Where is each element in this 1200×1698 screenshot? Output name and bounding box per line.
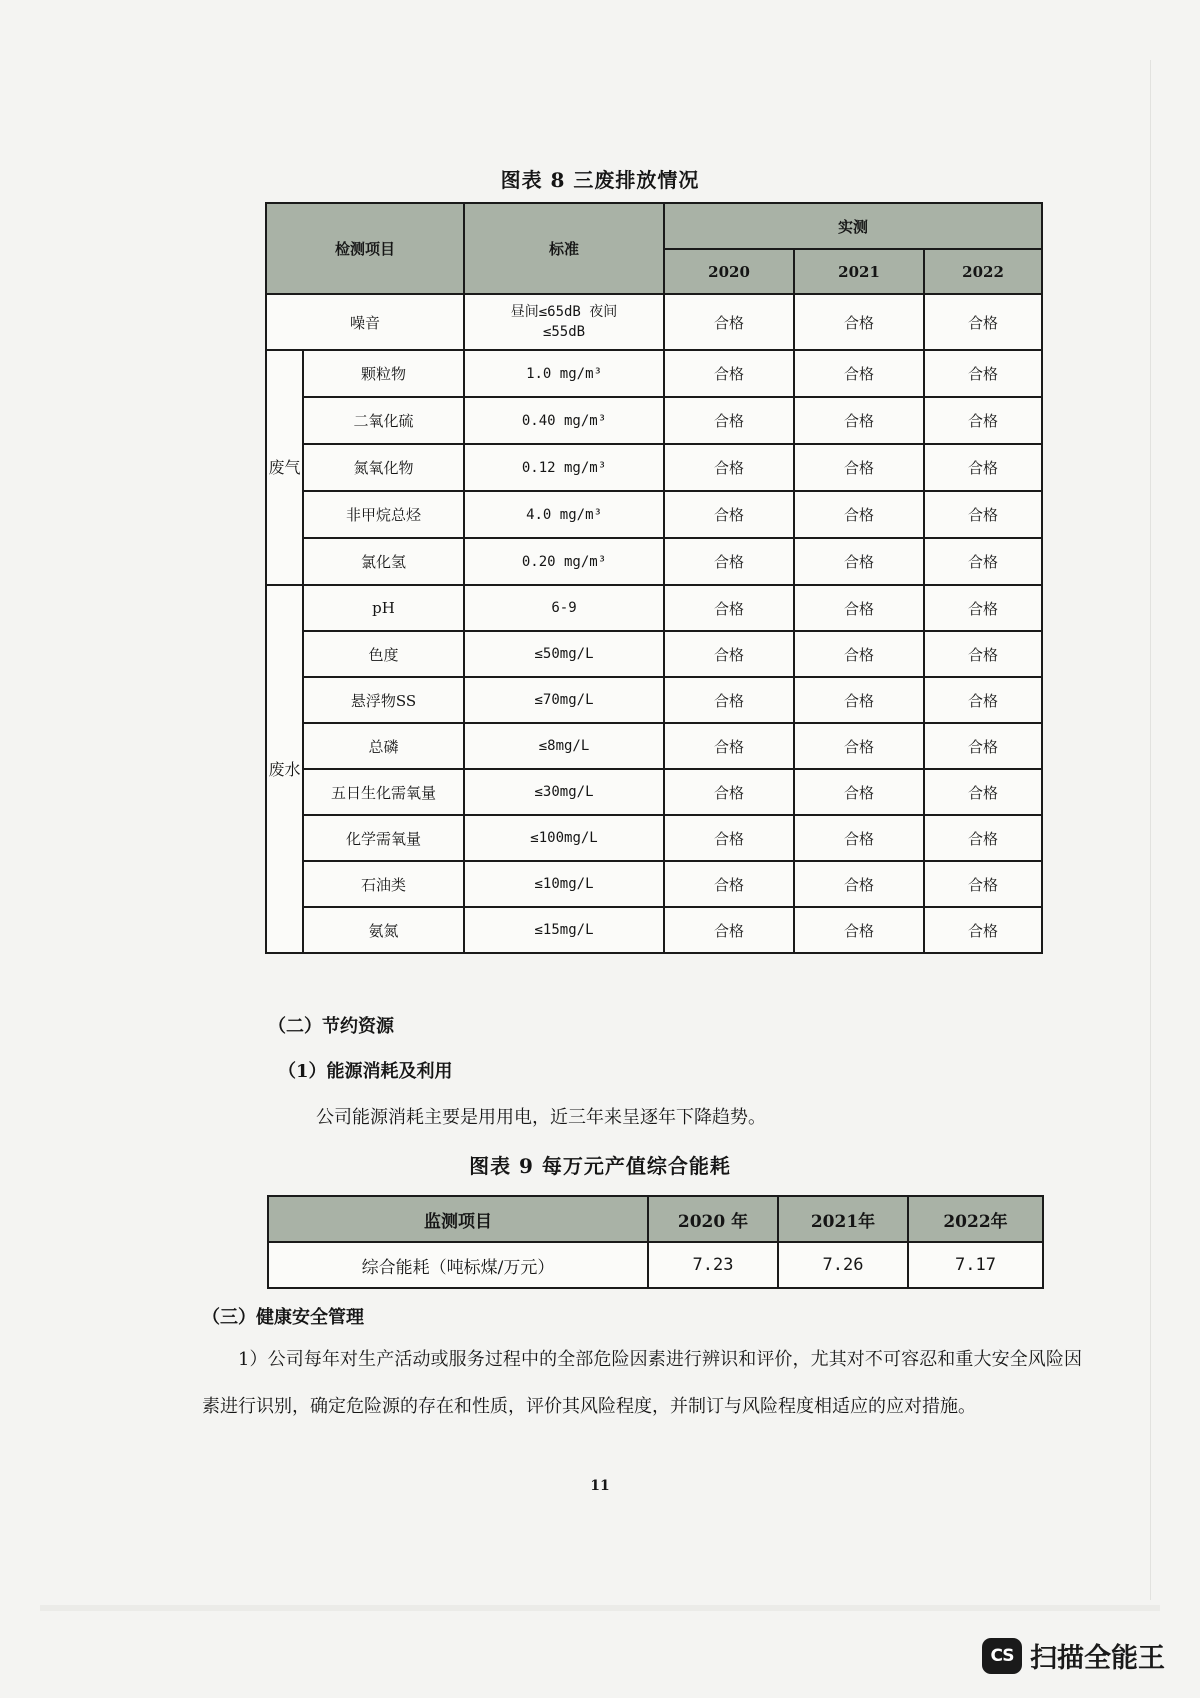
row-name: 悬浮物SS — [303, 677, 464, 723]
watermark-text: 扫描全能王 — [1030, 1643, 1165, 1674]
row-result: 合格 — [924, 861, 1042, 907]
row-name: 噪音 — [266, 294, 464, 350]
group-label-waste-gas: 废气 — [266, 350, 303, 585]
table-row — [266, 538, 1042, 585]
row-standard: 4.0 mg/m³ — [464, 491, 664, 538]
header-year-2021: 2021 — [794, 249, 924, 294]
row-result: 合格 — [794, 444, 924, 491]
row-value: 7.17 — [908, 1242, 1043, 1288]
header-year-2021: 2021年 — [778, 1196, 908, 1242]
row-name: 石油类 — [303, 861, 464, 907]
row-standard: 0.12 mg/m³ — [464, 444, 664, 491]
table-row — [266, 585, 1042, 631]
row-name: 非甲烷总烃 — [303, 491, 464, 538]
table-row — [266, 444, 1042, 491]
row-result: 合格 — [794, 907, 924, 953]
row-result: 合格 — [664, 444, 794, 491]
row-result: 合格 — [664, 538, 794, 585]
row-standard: ≤30mg/L — [464, 769, 664, 815]
header-year-2022: 2022年 — [908, 1196, 1043, 1242]
row-standard: ≤10mg/L — [464, 861, 664, 907]
row-result: 合格 — [794, 294, 924, 350]
table8-caption: 图表 8 三废排放情况 — [500, 168, 700, 192]
row-name: 颗粒物 — [303, 350, 464, 397]
row-result: 合格 — [924, 677, 1042, 723]
row-result: 合格 — [664, 677, 794, 723]
row-standard: 6-9 — [464, 585, 664, 631]
row-standard: 0.20 mg/m³ — [464, 538, 664, 585]
header-item: 检测项目 — [266, 203, 464, 294]
row-name: pH — [303, 585, 464, 631]
row-result: 合格 — [664, 907, 794, 953]
table-row — [266, 397, 1042, 444]
row-value: 7.23 — [648, 1242, 778, 1288]
row-result: 合格 — [924, 769, 1042, 815]
table-row — [266, 723, 1042, 769]
camscanner-logo-icon: CS — [982, 1638, 1022, 1674]
row-result: 合格 — [794, 677, 924, 723]
row-result: 合格 — [924, 631, 1042, 677]
row-standard: ≤70mg/L — [464, 677, 664, 723]
row-result: 合格 — [924, 397, 1042, 444]
energy-consumption-table — [267, 1195, 1044, 1289]
row-name: 综合能耗（吨标煤/万元） — [268, 1242, 648, 1288]
row-result: 合格 — [794, 723, 924, 769]
subsection-heading-energy: （1）能源消耗及利用 — [278, 1061, 453, 1082]
row-result: 合格 — [794, 350, 924, 397]
health-paragraph: 1）公司每年对生产活动或服务过程中的全部危险因素进行辨识和评价，尤其对不可容忍和重大安全风险因素进行识别，确定危险源的存在和性质，评价其风险程度，并制订与风险程度相适应的应对措施。 — [202, 1349, 1082, 1417]
scanner-watermark — [982, 1636, 1165, 1675]
emissions-table — [265, 202, 1043, 954]
row-name: 氮氧化物 — [303, 444, 464, 491]
page-number: 11 — [590, 1478, 610, 1494]
table-row — [266, 350, 1042, 397]
row-result: 合格 — [664, 585, 794, 631]
row-standard: ≤100mg/L — [464, 815, 664, 861]
row-value: 7.26 — [778, 1242, 908, 1288]
row-result: 合格 — [664, 723, 794, 769]
section-heading-health: （三）健康安全管理 — [202, 1307, 364, 1328]
row-name: 总磷 — [303, 723, 464, 769]
row-result: 合格 — [794, 585, 924, 631]
row-standard: 0.40 mg/m³ — [464, 397, 664, 444]
row-result: 合格 — [794, 861, 924, 907]
row-result: 合格 — [664, 861, 794, 907]
header-standard: 标准 — [464, 203, 664, 294]
row-name: 色度 — [303, 631, 464, 677]
table-row — [266, 491, 1042, 538]
row-result: 合格 — [924, 294, 1042, 350]
row-name: 五日生化需氧量 — [303, 769, 464, 815]
table-row — [266, 861, 1042, 907]
row-result: 合格 — [924, 350, 1042, 397]
row-result: 合格 — [924, 723, 1042, 769]
table-row — [266, 631, 1042, 677]
row-result: 合格 — [664, 294, 794, 350]
table-row — [266, 769, 1042, 815]
row-result: 合格 — [924, 815, 1042, 861]
section-heading-resources: （二）节约资源 — [268, 1016, 394, 1037]
row-result: 合格 — [664, 397, 794, 444]
row-result: 合格 — [794, 815, 924, 861]
row-standard: ≤8mg/L — [464, 723, 664, 769]
table9-caption: 图表 9 每万元产值综合能耗 — [469, 1154, 731, 1178]
group-label-waste-water: 废水 — [266, 585, 303, 953]
row-name: 二氧化硫 — [303, 397, 464, 444]
row-result: 合格 — [664, 631, 794, 677]
row-standard: 1.0 mg/m³ — [464, 350, 664, 397]
table-row — [266, 815, 1042, 861]
row-result: 合格 — [664, 815, 794, 861]
row-standard: ≤50mg/L — [464, 631, 664, 677]
row-result: 合格 — [794, 631, 924, 677]
row-result: 合格 — [794, 769, 924, 815]
scan-edge-band — [40, 1605, 1160, 1611]
table-row — [266, 677, 1042, 723]
row-result: 合格 — [794, 397, 924, 444]
header-year-2022: 2022 — [924, 249, 1042, 294]
header-measured: 实测 — [664, 203, 1042, 249]
header-year-2020: 2020 年 — [648, 1196, 778, 1242]
row-result: 合格 — [664, 769, 794, 815]
row-standard: ≤15mg/L — [464, 907, 664, 953]
row-name: 氯化氢 — [303, 538, 464, 585]
row-result: 合格 — [924, 444, 1042, 491]
table-row — [266, 294, 1042, 350]
row-result: 合格 — [924, 907, 1042, 953]
row-name: 氨氮 — [303, 907, 464, 953]
header-item: 监测项目 — [268, 1196, 648, 1242]
header-year-2020: 2020 — [664, 249, 794, 294]
scan-fold-line — [1150, 60, 1151, 1600]
table-row — [268, 1242, 1043, 1288]
row-name: 化学需氧量 — [303, 815, 464, 861]
row-result: 合格 — [924, 538, 1042, 585]
row-result: 合格 — [794, 538, 924, 585]
row-result: 合格 — [664, 491, 794, 538]
row-result: 合格 — [924, 491, 1042, 538]
row-result: 合格 — [664, 350, 794, 397]
table-row — [266, 907, 1042, 953]
row-result: 合格 — [924, 585, 1042, 631]
energy-paragraph: 公司能源消耗主要是用用电，近三年来呈逐年下降趋势。 — [316, 1107, 766, 1128]
row-result: 合格 — [794, 491, 924, 538]
row-standard: 昼间≤65dB 夜间≤55dB — [464, 294, 664, 350]
